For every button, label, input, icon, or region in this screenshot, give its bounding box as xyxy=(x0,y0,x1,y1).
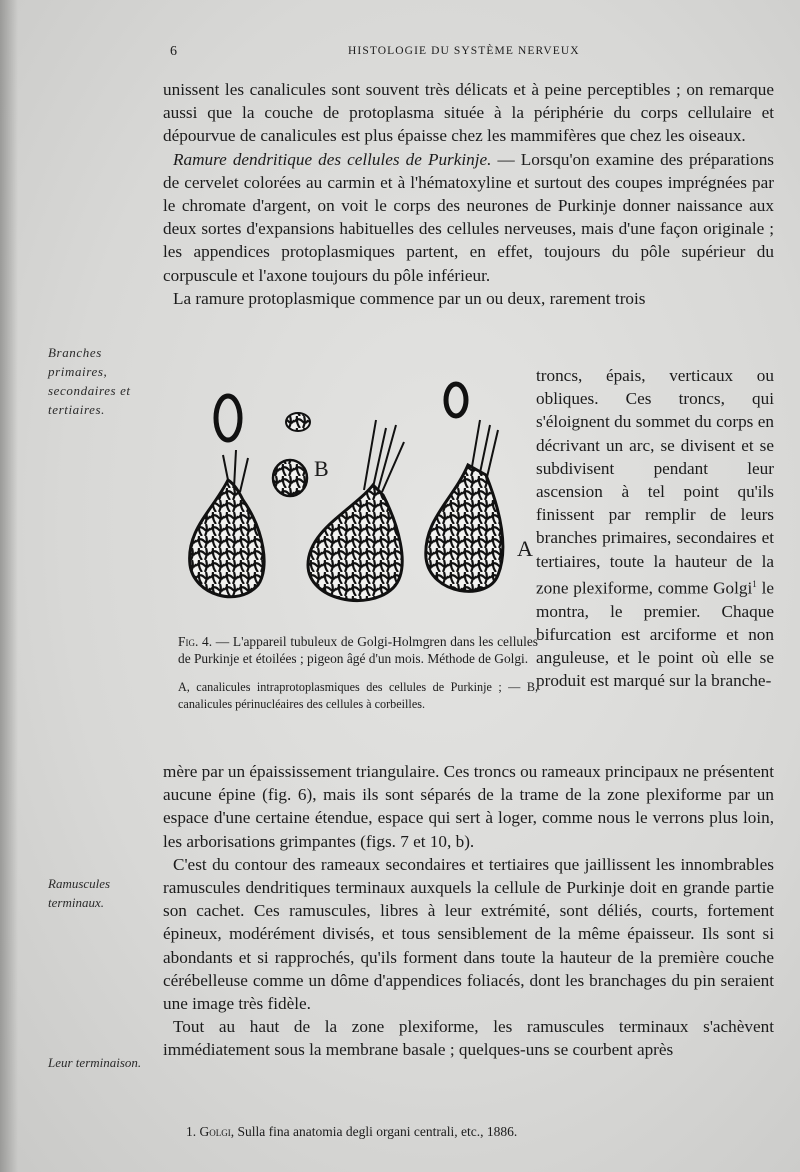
nucleus-2 xyxy=(286,413,310,431)
caption-figure-number: Fig. 4. xyxy=(178,634,213,649)
paragraph-3-first-line: La ramure protoplasmique commence par un ou deux, rarement trois xyxy=(173,288,646,308)
purkinje-cell-3 xyxy=(426,420,503,591)
paragraph-3-wrap-b: le montra, le premier. Chaque bifurcation est arciforme et non anguleuse, et le point où elle se produit est marqué sur la branche- xyxy=(536,578,775,691)
paragraph-1: unissent les canalicules sont souvent très délicats et à peine perceptibles ; on remarque aussi que la couche de protoplasma située à la périphérie du corps cellulaire et dépourvue de canalicules est plus épaisse chez les mammifères que chez les oiseaux. xyxy=(163,80,774,146)
text-column-beside-figure xyxy=(536,364,774,693)
footnote-author: Golgi xyxy=(199,1124,231,1139)
text-block-bottom xyxy=(163,760,774,1062)
figure-label-a: A xyxy=(517,536,533,561)
caption-text: — L'appareil tubuleux de Golgi-Holmgren dans les cellules de Purkinje et étoilées ; pigeon âgé d'un mois. Méthode de Golgi. xyxy=(178,634,538,666)
margin-note-terminaison: Leur terminaison. xyxy=(48,1055,142,1070)
purkinje-cells-drawing xyxy=(168,380,538,630)
footnote-number: 1. xyxy=(186,1124,197,1139)
nucleus-1 xyxy=(216,396,240,440)
figure-label-b: B xyxy=(314,456,329,481)
paragraph-5: Tout au haut de la zone plexiforme, les ramuscules terminaux s'achèvent immédiatement sous la membrane basale ; quelques-uns se courbent après xyxy=(163,1017,774,1060)
footnote-text: , Sulla fina anatomia degli organi centrali, etc., 1886. xyxy=(230,1124,518,1139)
section-heading-ramure: Ramure dendritique des cellules de Purkinje. xyxy=(173,149,492,169)
nucleus-3 xyxy=(446,384,466,416)
footnote xyxy=(186,1124,786,1140)
margin-note-ramuscules: Ramuscules terminaux. xyxy=(48,876,111,910)
caption-legend: A, canalicules intraprotoplasmiques des cellules de Purkinje ; — B, canalicules périnucléaires des cellules à corbeilles. xyxy=(178,680,538,711)
running-title: HISTOLOGIE DU SYSTÈME NERVEUX xyxy=(348,45,580,57)
page-number: 6 xyxy=(170,44,177,59)
figure-4-illustration xyxy=(168,380,538,630)
paragraph-4: C'est du contour des rameaux secondaires et tertiaires que jaillissent les innombrables ramuscules dendritiques terminaux auxquels la cellule de Purkinje doit en grande partie son cachet. Ces ramuscules, libres à leur extrémité, sont déliés, courts, fortement épineux, modérément divisés, et tous sensiblement de la même épaisseur. Ils sont si abondants et si rapprochés, qu'ils forment dans toute la hauteur de la première couche cérébelleuse comme un dôme d'appendices foliacés, dont les branchages du pin seraient une image très fidèle. xyxy=(163,854,774,1014)
stellate-cell-b xyxy=(273,460,307,496)
paragraph-2-text: — Lorsqu'on examine des préparations de cervelet colorées au carmin et à l'hématoxyline et surtout des coupes imprégnées par le chromate d'argent, on voit le corps des neurones de Purkinje donner naissance aux deux sortes d'expansions habituelles des cellules nerveuses, mais d'une façon originale ; les appendices protoplasmiques partent, en effet, toujours du pôle supérieur du corpuscule et l'axone toujours du pôle inférieur. xyxy=(163,149,774,285)
margin-note-branches: Branches primaires, secondaires et tertiaires. xyxy=(48,345,131,417)
purkinje-cell-2 xyxy=(308,420,404,601)
caption-main xyxy=(178,634,538,667)
figure-caption xyxy=(178,634,538,712)
footnote-reference: 1 xyxy=(752,578,757,589)
paragraph-3-continued: mère par un épaississement triangulaire. Ces troncs ou rameaux principaux ne présentent aucune épine (fig. 6), mais ils sont séparés de la trame de la zone plexiforme par un espace d'une certaine étendue, espace qui sert à loger, comme nous le verrons plus loin, les arborisations grimpantes (figs. 7 et 10, b). xyxy=(163,762,774,851)
binding-shadow xyxy=(0,0,18,1172)
page-header xyxy=(0,44,800,64)
paragraph-3-wrap-a: troncs, épais, verticaux ou obliques. Ces troncs, qui s'éloignent du sommet du corps en décrivant un arc, se divisent et se subdivisent pendant leur ascension à tel point qu'ils finissent par remplir de leurs branches primaires, secondaires et tertiaires, toute la hauteur de la zone plexiforme, comme Golgi xyxy=(536,366,774,598)
text-block-top xyxy=(163,78,774,310)
purkinje-cell-1 xyxy=(190,450,265,597)
paragraph-2 xyxy=(163,148,774,287)
